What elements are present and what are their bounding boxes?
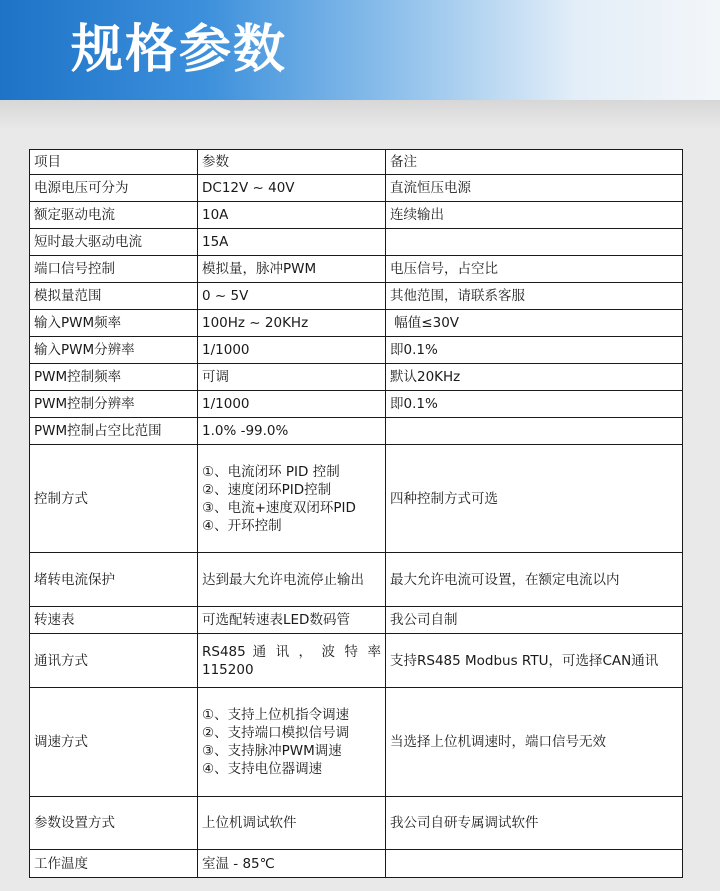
item-cell: 输入PWM频率 bbox=[30, 310, 198, 337]
item-cell: PWM控制分辨率 bbox=[30, 391, 198, 418]
param-cell: DC12V ~ 40V bbox=[198, 175, 386, 202]
table-row bbox=[30, 283, 683, 310]
spec-table bbox=[29, 149, 683, 878]
param-cell bbox=[198, 445, 386, 553]
table-row bbox=[30, 337, 683, 364]
item-cell: 端口信号控制 bbox=[30, 256, 198, 283]
table-row bbox=[30, 607, 683, 634]
param-line: ①、电流闭环 PID 控制 bbox=[202, 463, 340, 480]
table-row bbox=[30, 688, 683, 797]
param-cell: 0 ~ 5V bbox=[198, 283, 386, 310]
param-cell: 100Hz ~ 20KHz bbox=[198, 310, 386, 337]
param-line: ②、支持端口模拟信号调 bbox=[202, 725, 350, 741]
param-cell: 可选配转速表LED数码管 bbox=[198, 607, 386, 634]
item-cell: 通讯方式 bbox=[30, 634, 198, 688]
note-cell bbox=[386, 229, 683, 256]
param-cell: RS485 通 讯 ， 波 特 率 115200 bbox=[198, 634, 386, 688]
table-row bbox=[30, 850, 683, 878]
header-cell: 项目 bbox=[30, 150, 198, 175]
note-cell: 幅值≤30V bbox=[386, 310, 683, 337]
item-cell: 转速表 bbox=[30, 607, 198, 634]
param-cell bbox=[198, 688, 386, 797]
table-row bbox=[30, 256, 683, 283]
param-line: ③、支持脉冲PWM调速 bbox=[202, 743, 342, 759]
table-row bbox=[30, 202, 683, 229]
table-row bbox=[30, 418, 683, 445]
header-cell: 参数 bbox=[198, 150, 386, 175]
item-cell: 调速方式 bbox=[30, 688, 198, 797]
page-title: 规格参数 bbox=[71, 20, 288, 80]
note-cell: 其他范围，请联系客服 bbox=[386, 283, 683, 310]
note-cell: 我公司自研专属调试软件 bbox=[386, 797, 683, 850]
param-cell: 1.0% -99.0% bbox=[198, 418, 386, 445]
param-cell: 上位机调试软件 bbox=[198, 797, 386, 850]
table-row bbox=[30, 634, 683, 688]
note-cell: 直流恒压电源 bbox=[386, 175, 683, 202]
item-cell: 电源电压可分为 bbox=[30, 175, 198, 202]
param-cell: 15A bbox=[198, 229, 386, 256]
item-cell: 模拟量范围 bbox=[30, 283, 198, 310]
item-cell: 工作温度 bbox=[30, 850, 198, 878]
note-cell: 连续输出 bbox=[386, 202, 683, 229]
note-cell bbox=[386, 418, 683, 445]
header-cell: 备注 bbox=[386, 150, 683, 175]
param-cell: 达到最大允许电流停止输出 bbox=[198, 553, 386, 607]
param-cell: 室温 - 85℃ bbox=[198, 850, 386, 878]
table-row bbox=[30, 553, 683, 607]
table-row bbox=[30, 445, 683, 553]
item-cell: 短时最大驱动电流 bbox=[30, 229, 198, 256]
banner-shadow bbox=[0, 100, 720, 130]
item-cell: 堵转电流保护 bbox=[30, 553, 198, 607]
table-row bbox=[30, 797, 683, 850]
param-line: ④、开环控制 bbox=[202, 517, 282, 534]
table-row bbox=[30, 175, 683, 202]
table-row bbox=[30, 229, 683, 256]
table-row bbox=[30, 310, 683, 337]
table-header-row bbox=[30, 150, 683, 175]
param-cell: 模拟量，脉冲PWM bbox=[198, 256, 386, 283]
note-cell: 默认20KHz bbox=[386, 364, 683, 391]
param-line: ①、支持上位机指令调速 bbox=[202, 707, 350, 723]
note-cell: 即0.1% bbox=[386, 337, 683, 364]
note-cell: 最大允许电流可设置，在额定电流以内 bbox=[386, 553, 683, 607]
item-cell: PWM控制占空比范围 bbox=[30, 418, 198, 445]
item-cell: 控制方式 bbox=[30, 445, 198, 553]
item-cell: 参数设置方式 bbox=[30, 797, 198, 850]
note-cell: 我公司自制 bbox=[386, 607, 683, 634]
note-cell: 四种控制方式可选 bbox=[386, 445, 683, 553]
param-line: ②、速度闭环PID控制 bbox=[202, 481, 332, 498]
note-cell: 即0.1% bbox=[386, 391, 683, 418]
item-cell: 额定驱动电流 bbox=[30, 202, 198, 229]
param-line: ③、电流+速度双闭环PID bbox=[202, 499, 356, 516]
item-cell: PWM控制频率 bbox=[30, 364, 198, 391]
param-cell: 可调 bbox=[198, 364, 386, 391]
table-row bbox=[30, 391, 683, 418]
param-cell: 10A bbox=[198, 202, 386, 229]
param-cell: 1/1000 bbox=[198, 337, 386, 364]
note-cell: 支持RS485 Modbus RTU，可选择CAN通讯 bbox=[386, 634, 683, 688]
item-cell: 输入PWM分辨率 bbox=[30, 337, 198, 364]
note-cell: 电压信号，占空比 bbox=[386, 256, 683, 283]
param-cell: 1/1000 bbox=[198, 391, 386, 418]
note-cell bbox=[386, 850, 683, 878]
table-row bbox=[30, 364, 683, 391]
note-cell: 当选择上位机调速时，端口信号无效 bbox=[386, 688, 683, 797]
header-banner bbox=[0, 0, 720, 100]
param-line: ④、支持电位器调速 bbox=[202, 761, 323, 777]
